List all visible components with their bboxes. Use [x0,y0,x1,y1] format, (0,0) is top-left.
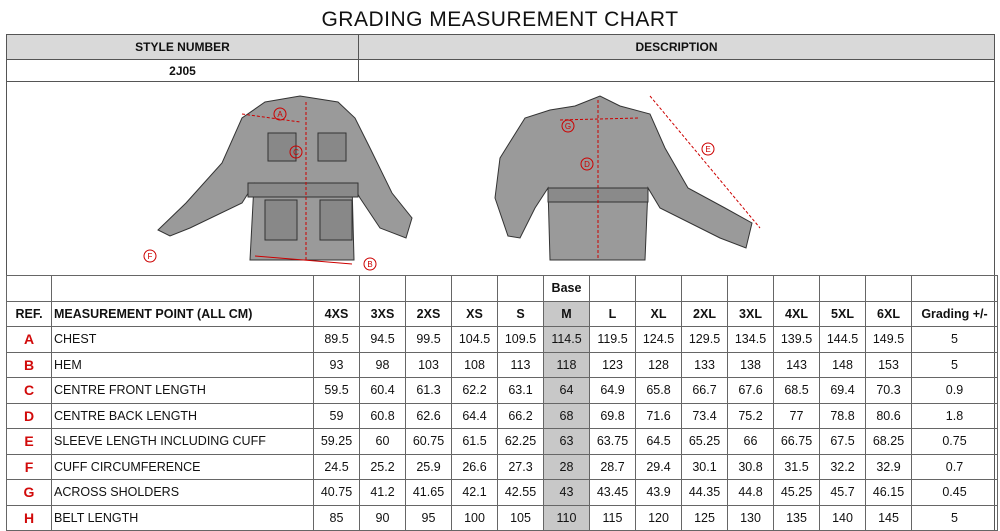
table-row [7,352,998,378]
value-cell: 41.65 [406,480,452,506]
value-cell: 27.3 [498,454,544,480]
value-cell: 29.4 [636,454,682,480]
back-label-g: G [564,122,572,131]
value-cell: 62.2 [452,378,498,404]
value-cell: 46.15 [866,480,912,506]
value-cell: 113 [498,352,544,378]
value-cell: 64.4 [452,403,498,429]
value-cell: 143 [774,352,820,378]
size-header: 4XS [314,301,360,327]
value-cell: 94.5 [360,327,406,353]
ref-cell: F [7,454,52,480]
value-cell: 114.5 [544,327,590,353]
front-jacket-sketch [130,88,430,274]
point-cell: CENTRE BACK LENGTH [52,403,314,429]
value-cell: 75.2 [728,403,774,429]
table-row [7,454,998,480]
value-cell: 60.8 [360,403,406,429]
value-cell: 64.9 [590,378,636,404]
value-cell: 69.4 [820,378,866,404]
value-cell: 63 [544,429,590,455]
value-cell: 78.8 [820,403,866,429]
value-cell: 133 [682,352,728,378]
table-row [7,429,998,455]
value-cell: 32.9 [866,454,912,480]
value-cell: 134.5 [728,327,774,353]
value-cell: 24.5 [314,454,360,480]
front-label-b: B [367,260,373,269]
ref-cell: A [7,327,52,353]
value-cell: 62.25 [498,429,544,455]
ref-header: REF. [7,301,52,327]
value-cell: 31.5 [774,454,820,480]
value-cell: 65.25 [682,429,728,455]
point-cell: CUFF CIRCUMFERENCE [52,454,314,480]
value-cell: 140 [820,505,866,531]
value-cell: 104.5 [452,327,498,353]
measurement-table [6,275,998,531]
value-cell: 43 [544,480,590,506]
style-number-header: STYLE NUMBER [7,35,358,59]
ref-cell: D [7,403,52,429]
value-cell: 89.5 [314,327,360,353]
value-cell: 30.1 [682,454,728,480]
value-cell: 95 [406,505,452,531]
size-header: M [544,301,590,327]
value-cell: 43.9 [636,480,682,506]
value-cell: 66.2 [498,403,544,429]
value-cell: 66.7 [682,378,728,404]
back-label-d: D [584,160,590,169]
value-cell: 61.3 [406,378,452,404]
value-cell: 100 [452,505,498,531]
value-cell: 99.5 [406,327,452,353]
value-cell: 28.7 [590,454,636,480]
point-cell: HEM [52,352,314,378]
value-cell: 67.6 [728,378,774,404]
grading-header: Grading +/- [912,301,998,327]
value-cell: 63.75 [590,429,636,455]
size-header: 2XS [406,301,452,327]
value-cell: 42.55 [498,480,544,506]
value-cell: 25.2 [360,454,406,480]
point-cell: ACROSS SHOLDERS [52,480,314,506]
size-header: 2XL [682,301,728,327]
value-cell: 90 [360,505,406,531]
size-header: 5XL [820,301,866,327]
value-cell: 26.6 [452,454,498,480]
value-cell: 77 [774,403,820,429]
value-cell: 65.8 [636,378,682,404]
value-cell: 60.4 [360,378,406,404]
value-cell: 153 [866,352,912,378]
value-cell: 80.6 [866,403,912,429]
value-cell: 109.5 [498,327,544,353]
value-cell: 108 [452,352,498,378]
grading-cell: 5 [912,505,998,531]
value-cell: 71.6 [636,403,682,429]
value-cell: 129.5 [682,327,728,353]
description-value [359,60,994,81]
value-cell: 68.5 [774,378,820,404]
table-row [7,378,998,404]
value-cell: 98 [360,352,406,378]
value-cell: 144.5 [820,327,866,353]
value-cell: 60 [360,429,406,455]
front-label-a: A [277,110,283,119]
value-cell: 138 [728,352,774,378]
point-header: MEASUREMENT POINT (ALL CM) [52,301,314,327]
ref-cell: H [7,505,52,531]
grading-cell: 0.9 [912,378,998,404]
value-cell: 41.2 [360,480,406,506]
value-cell: 118 [544,352,590,378]
value-cell: 64 [544,378,590,404]
ref-cell: C [7,378,52,404]
value-cell: 42.1 [452,480,498,506]
size-header: 3XS [360,301,406,327]
value-cell: 43.45 [590,480,636,506]
value-cell: 45.7 [820,480,866,506]
value-cell: 85 [314,505,360,531]
ref-cell: B [7,352,52,378]
point-cell: CENTRE FRONT LENGTH [52,378,314,404]
size-header: 3XL [728,301,774,327]
value-cell: 28 [544,454,590,480]
value-cell: 93 [314,352,360,378]
point-cell: SLEEVE LENGTH INCLUDING CUFF [52,429,314,455]
value-cell: 44.35 [682,480,728,506]
value-cell: 68 [544,403,590,429]
size-header: 4XL [774,301,820,327]
size-header: 6XL [866,301,912,327]
page-title: GRADING MEASUREMENT CHART [321,8,679,31]
value-cell: 70.3 [866,378,912,404]
value-cell: 30.8 [728,454,774,480]
value-cell: 148 [820,352,866,378]
value-cell: 103 [406,352,452,378]
back-jacket-sketch [490,88,780,274]
value-cell: 67.5 [820,429,866,455]
table-row [7,480,998,506]
grading-cell: 0.45 [912,480,998,506]
value-cell: 120 [636,505,682,531]
back-label-e: E [705,145,711,154]
value-cell: 124.5 [636,327,682,353]
front-label-f: F [147,252,153,261]
value-cell: 66 [728,429,774,455]
grading-cell: 0.75 [912,429,998,455]
header-row [7,301,998,327]
value-cell: 128 [636,352,682,378]
value-cell: 125 [682,505,728,531]
point-cell: BELT LENGTH [52,505,314,531]
grading-cell: 1.8 [912,403,998,429]
value-cell: 69.8 [590,403,636,429]
value-cell: 60.75 [406,429,452,455]
value-cell: 105 [498,505,544,531]
table-row [7,327,998,353]
value-cell: 64.5 [636,429,682,455]
value-cell: 40.75 [314,480,360,506]
value-cell: 32.2 [820,454,866,480]
base-row [7,276,998,302]
value-cell: 44.8 [728,480,774,506]
value-cell: 45.25 [774,480,820,506]
value-cell: 62.6 [406,403,452,429]
value-cell: 145 [866,505,912,531]
value-cell: 66.75 [774,429,820,455]
value-cell: 119.5 [590,327,636,353]
value-cell: 59 [314,403,360,429]
value-cell: 115 [590,505,636,531]
value-cell: 130 [728,505,774,531]
table-row [7,505,998,531]
value-cell: 61.5 [452,429,498,455]
value-cell: 139.5 [774,327,820,353]
value-cell: 25.9 [406,454,452,480]
value-cell: 135 [774,505,820,531]
size-header: S [498,301,544,327]
size-header: XS [452,301,498,327]
size-header: L [590,301,636,327]
value-cell: 123 [590,352,636,378]
description-header: DESCRIPTION [359,35,994,59]
ref-cell: G [7,480,52,506]
table-row [7,403,998,429]
grading-cell: 0.7 [912,454,998,480]
base-label: Base [544,276,590,302]
front-label-c: C [293,148,299,157]
style-number-value: 2J05 [169,63,196,78]
grading-cell: 5 [912,352,998,378]
value-cell: 68.25 [866,429,912,455]
value-cell: 59.5 [314,378,360,404]
size-header: XL [636,301,682,327]
point-cell: CHEST [52,327,314,353]
ref-cell: E [7,429,52,455]
value-cell: 149.5 [866,327,912,353]
grading-cell: 5 [912,327,998,353]
value-cell: 63.1 [498,378,544,404]
value-cell: 110 [544,505,590,531]
value-cell: 73.4 [682,403,728,429]
value-cell: 59.25 [314,429,360,455]
